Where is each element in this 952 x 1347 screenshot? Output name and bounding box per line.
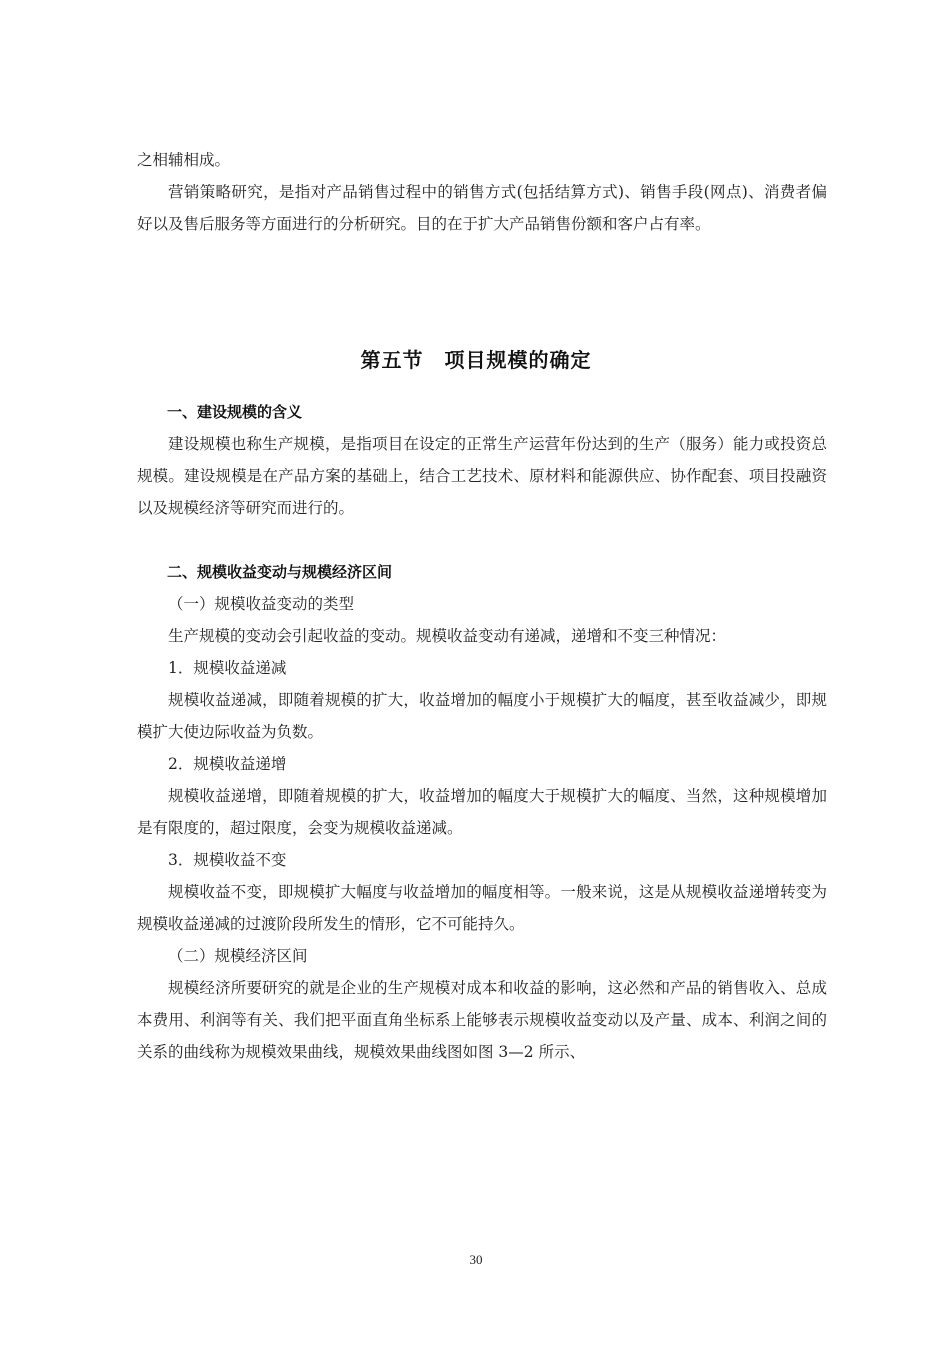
economies-of-scale-paragraph: 规模经济所要研究的就是企业的生产规模对成本和收益的影响，这必然和产品的销售收入、总成本费用、利润等有关、我们把平面直角坐标系上能够表示规模收益变动以及产量、成本、利润之间的关系的曲线称为规模效果曲线，规模效果曲线图如图 3—2 所示、 bbox=[137, 979, 827, 1061]
economies-of-scale-subheading: （二）规模经济区间 bbox=[168, 947, 308, 965]
increasing-returns-paragraph: 规模收益递增，即随着规模的扩大，收益增加的幅度大于规模扩大的幅度、当然，这种规模增加是有限度的，超过限度，会变为规模收益递减。 bbox=[137, 787, 827, 837]
constant-returns-title: 3．规模收益不变 bbox=[168, 851, 287, 869]
returns-types-intro: 生产规模的变动会引起收益的变动。规模收益变动有递减，递增和不变三种情况： bbox=[168, 627, 727, 645]
decreasing-returns-paragraph: 规模收益递减，即随着规模的扩大，收益增加的幅度小于规模扩大的幅度，甚至收益减少，即规模扩大使边际收益为负数。 bbox=[137, 691, 827, 741]
constant-returns-paragraph: 规模收益不变，即规模扩大幅度与收益增加的幅度相等。一般来说，这是从规模收益递增转变为规模收益递减的过渡阶段所发生的情形，它不可能持久。 bbox=[137, 883, 827, 933]
increasing-returns-title: 2．规模收益递增 bbox=[168, 755, 287, 773]
construction-scale-section bbox=[137, 396, 827, 524]
page-number: 30 bbox=[469, 1252, 483, 1267]
construction-scale-paragraph: 建设规模也称生产规模，是指项目在设定的正常生产运营年份达到的生产（服务）能力或投资总规模。建设规模是在产品方案的基础上，结合工艺技术、原材料和能源供应、协作配套、项目投融资以及规模经济等研究而进行的。 bbox=[137, 435, 827, 517]
returns-types-subheading: （一）规模收益变动的类型 bbox=[168, 595, 355, 613]
scale-returns-section bbox=[137, 556, 827, 1068]
decreasing-returns-title: 1．规模收益递减 bbox=[168, 659, 287, 677]
intro-continuation-line: 之相辅相成。 bbox=[137, 151, 231, 169]
marketing-strategy-paragraph: 营销策略研究，是指对产品销售过程中的销售方式(包括结算方式)、销售手段(网点)、消费者偏好以及售后服务等方面进行的分析研究。目的在于扩大产品销售份额和客户占有率。 bbox=[137, 183, 827, 233]
section-title: 第五节 项目规模的确定 bbox=[360, 348, 592, 373]
scale-returns-heading: 二、规模收益变动与规模经济区间 bbox=[167, 563, 393, 581]
construction-scale-heading: 一、建设规模的含义 bbox=[167, 403, 303, 421]
intro-block bbox=[137, 144, 827, 240]
